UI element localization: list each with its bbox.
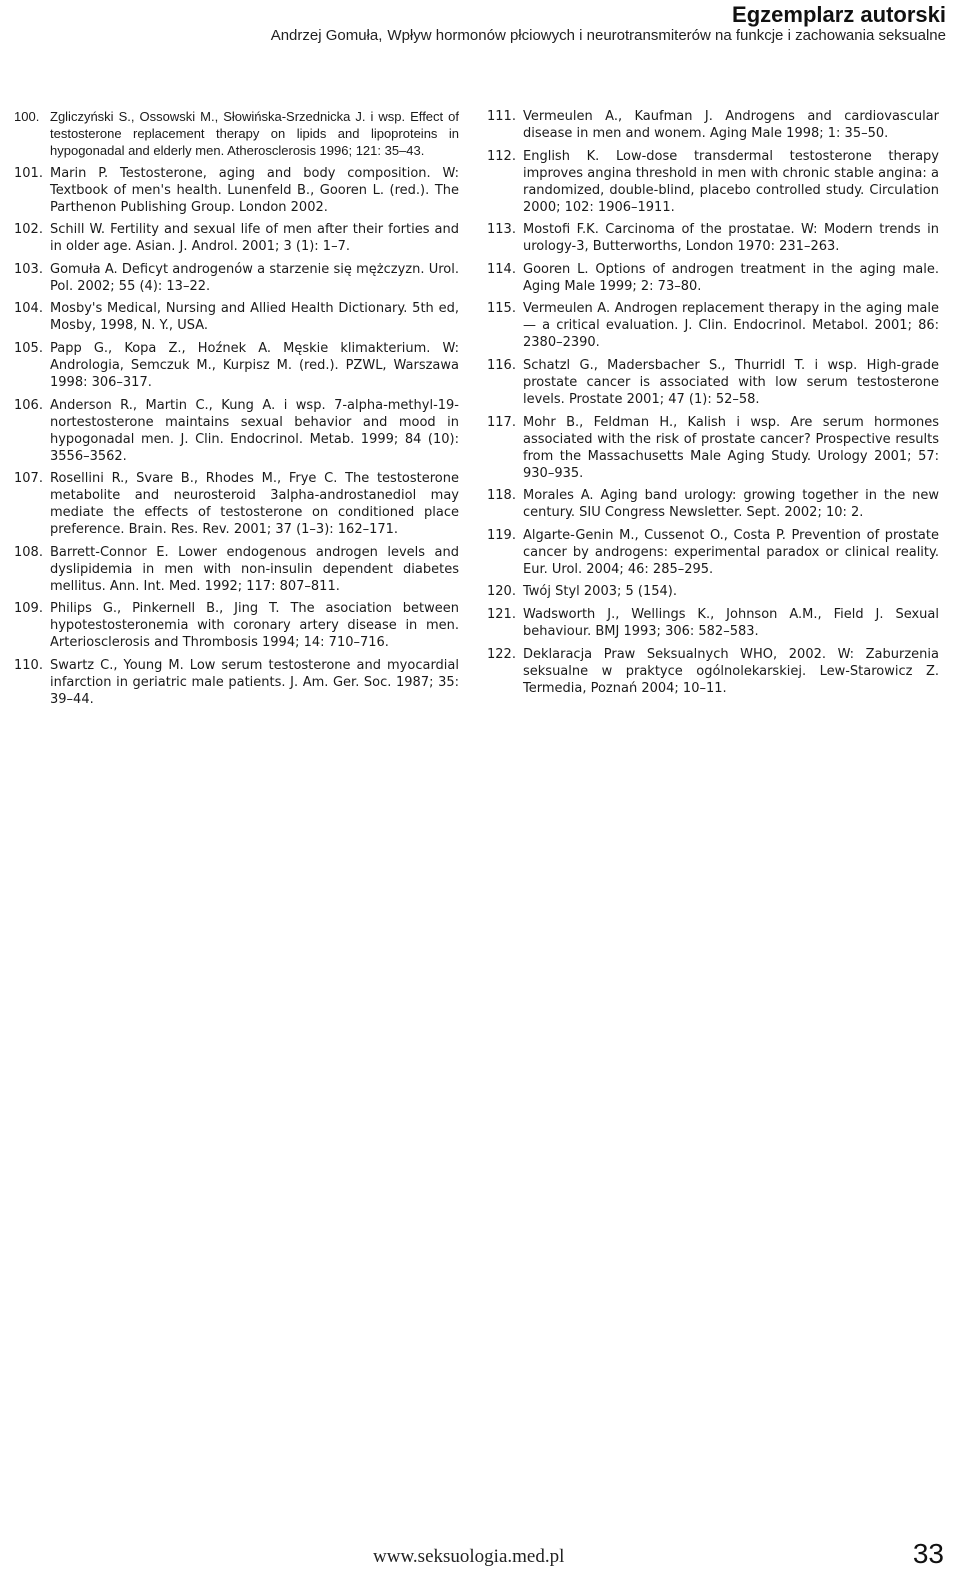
references-left-column bbox=[14, 108, 459, 714]
reference-text: Mosby's Medical, Nursing and Allied Health Dictionary. 5th ed, Mosby, 1998, N. Y., USA. bbox=[50, 301, 459, 334]
reference-item bbox=[487, 527, 939, 578]
reference-text: Swartz C., Young M. Low serum testosterone and myocardial infarction in geriatric male patients. J. Am. Ger. Soc. 1987; 35: 39–44. bbox=[50, 657, 459, 707]
reference-item bbox=[14, 165, 459, 216]
reference-item bbox=[487, 606, 939, 640]
reference-item bbox=[14, 340, 459, 391]
reference-text: Algarte-Genin M., Cussenot O., Costa P. Prevention of prostate cancer by androgens: experimental paradox or clinical reality. Eur. Urol. 2004; 46: 285–295. bbox=[523, 527, 939, 577]
reference-text: Schatzl G., Madersbacher S., Thurridl T. i wsp. High-grade prostate cancer is associated with low serum testosterone levels. Prostate 2001; 47 (1): 52–58. bbox=[523, 357, 939, 407]
reference-item bbox=[14, 261, 459, 295]
reference-text: Vermeulen A., Kaufman J. Androgens and cardiovascular disease in men and wonem. Aging Male 1998; 1: 35–50. bbox=[523, 109, 939, 141]
references-right-column bbox=[487, 108, 939, 702]
reference-number: 110. bbox=[14, 657, 43, 673]
reference-number: 102. bbox=[14, 222, 43, 238]
reference-item bbox=[487, 357, 939, 408]
reference-number: 121. bbox=[487, 606, 516, 622]
reference-text: English K. Low-dose transdermal testosterone therapy improves angina threshold in men with chronic stable angina: a randomized, double-blind, placebo controlled study. Circulation 2000; 102: 1906–1911. bbox=[523, 148, 939, 215]
header-article-title: Wpływ hormonów płciowych i neurotransmiterów na funkcje i zachowania seksualne bbox=[387, 27, 946, 44]
reference-text: Vermeulen A. Androgen replacement therapy in the aging male — a critical evaluation. J. Clin. Endocrinol. Metabol. 2001; 86: 2380–2390. bbox=[523, 301, 939, 351]
reference-text: Philips G., Pinkernell B., Jing T. The asociation between hypotestosteronemia with coronary artery disease in men. Arteriosclerosis and Thrombosis 1994; 14: 710–716. bbox=[50, 601, 459, 651]
reference-item bbox=[487, 414, 939, 482]
reference-number: 105. bbox=[14, 340, 43, 356]
reference-number: 122. bbox=[487, 646, 516, 662]
reference-number: 101. bbox=[14, 165, 43, 181]
reference-item bbox=[487, 300, 939, 351]
reference-item bbox=[14, 397, 459, 465]
reference-text: Mostofi F.K. Carcinoma of the prostatae. W: Modern trends in urology-3, Butterworths, London 1970: 231–263. bbox=[523, 222, 939, 255]
reference-text: Gooren L. Options of androgen treatment in the aging male. Aging Male 1999; 2: 73–80. bbox=[523, 261, 939, 294]
reference-number: 103. bbox=[14, 261, 43, 277]
reference-item bbox=[487, 487, 939, 521]
reference-number: 119. bbox=[487, 527, 516, 543]
reference-number: 104. bbox=[14, 301, 43, 317]
reference-item bbox=[14, 600, 459, 651]
reference-item bbox=[487, 583, 939, 600]
reference-item bbox=[14, 108, 459, 159]
reference-number: 100. bbox=[14, 109, 40, 124]
reference-text: Rosellini R., Svare B., Rhodes M., Frye C. The testosterone metabolite and neurosteroid 3alpha-androstanediol may mediate the effects of testosterone on conditioned place preference. Brain. Res. Rev. 2001; 37 (1–3): 162–171. bbox=[50, 471, 459, 538]
reference-number: 109. bbox=[14, 601, 43, 617]
reference-number: 118. bbox=[487, 488, 516, 504]
page-number: 33 bbox=[912, 1538, 944, 1569]
reference-text: Gomuła A. Deficyt androgenów a starzenie się mężczyzn. Urol. Pol. 2002; 55 (4): 13–22. bbox=[50, 261, 459, 294]
reference-text: Zgliczyński S., Ossowski M., Słowińska-Srzednicka J. i wsp. Effect of testosterone replacement therapy on lipids and lipoproteins in hypogonadal and elderly men. Atherosclerosis 1996; 121: 35–43. bbox=[50, 109, 459, 158]
reference-text: Anderson R., Martin C., Kung A. i wsp. 7-alpha-methyl-19-nortestosterone maintains sexual behavior and mood in hypogonadal men. J. Clin. Endocrinol. Metab. 1999; 84 (10): 3556–3562. bbox=[50, 397, 459, 464]
reference-item bbox=[487, 261, 939, 295]
reference-text: Deklaracja Praw Seksualnych WHO, 2002. W: Zaburzenia seksualne w praktyce ogólnolekarskiej. Lew-Starowicz Z. Termedia, Poznań 2004; 10–11. bbox=[523, 646, 939, 696]
reference-text: Barrett-Connor E. Lower endogenous androgen levels and dyslipidemia in men with non-insulin dependent diabetes mellitus. Ann. Int. Med. 1992; 117: 807–811. bbox=[50, 544, 459, 594]
reference-text: Mohr B., Feldman H., Kalish i wsp. Are serum hormones associated with the risk of prostate cancer? Prospective results from the Massachusetts Male Aging Study. Urology 2001; 57: 930–935. bbox=[523, 414, 939, 481]
header-author: Andrzej Gomuła, bbox=[270, 27, 383, 44]
reference-text: Schill W. Fertility and sexual life of men after their forties and in older age. Asian. J. Androl. 2001; 3 (1): 1–7. bbox=[50, 222, 459, 255]
footer-website-url[interactable]: www.seksuologia.med.pl bbox=[373, 1546, 565, 1567]
reference-number: 114. bbox=[487, 261, 516, 277]
reference-item bbox=[487, 221, 939, 255]
reference-number: 112. bbox=[487, 148, 516, 164]
reference-number: 111. bbox=[487, 109, 516, 124]
header-subtitle bbox=[271, 27, 946, 44]
reference-item bbox=[14, 470, 459, 538]
reference-item bbox=[14, 221, 459, 255]
reference-number: 117. bbox=[487, 414, 516, 430]
reference-number: 120. bbox=[487, 584, 516, 600]
reference-number: 116. bbox=[487, 357, 516, 373]
reference-text: Marin P. Testosterone, aging and body composition. W: Textbook of men's health. Lunenfeld B., Gooren L. (red.). The Parthenon Publishing Group. London 2002. bbox=[50, 165, 459, 215]
reference-item bbox=[14, 544, 459, 595]
reference-number: 108. bbox=[14, 544, 43, 560]
reference-item bbox=[487, 148, 939, 216]
reference-item bbox=[14, 300, 459, 334]
reference-number: 106. bbox=[14, 397, 43, 413]
reference-number: 115. bbox=[487, 301, 516, 317]
reference-text: Papp G., Kopa Z., Hoźnek A. Męskie klimakterium. W: Andrologia, Semczuk M., Kurpisz M. (red.). PZWL, Warszawa 1998: 306–317. bbox=[50, 340, 459, 390]
reference-text: Twój Styl 2003; 5 (154). bbox=[523, 584, 677, 600]
reference-item bbox=[487, 108, 939, 142]
reference-item bbox=[487, 646, 939, 697]
reference-number: 113. bbox=[487, 222, 516, 238]
reference-text: Morales A. Aging band urology: growing together in the new century. SIU Congress Newsletter. Sept. 2002; 10: 2. bbox=[523, 488, 939, 521]
reference-text: Wadsworth J., Wellings K., Johnson A.M., Field J. Sexual behaviour. BMJ 1993; 306: 582–583. bbox=[523, 606, 939, 639]
reference-item bbox=[14, 657, 459, 708]
header-title: Egzemplarz autorski bbox=[732, 2, 946, 27]
reference-number: 107. bbox=[14, 471, 43, 487]
